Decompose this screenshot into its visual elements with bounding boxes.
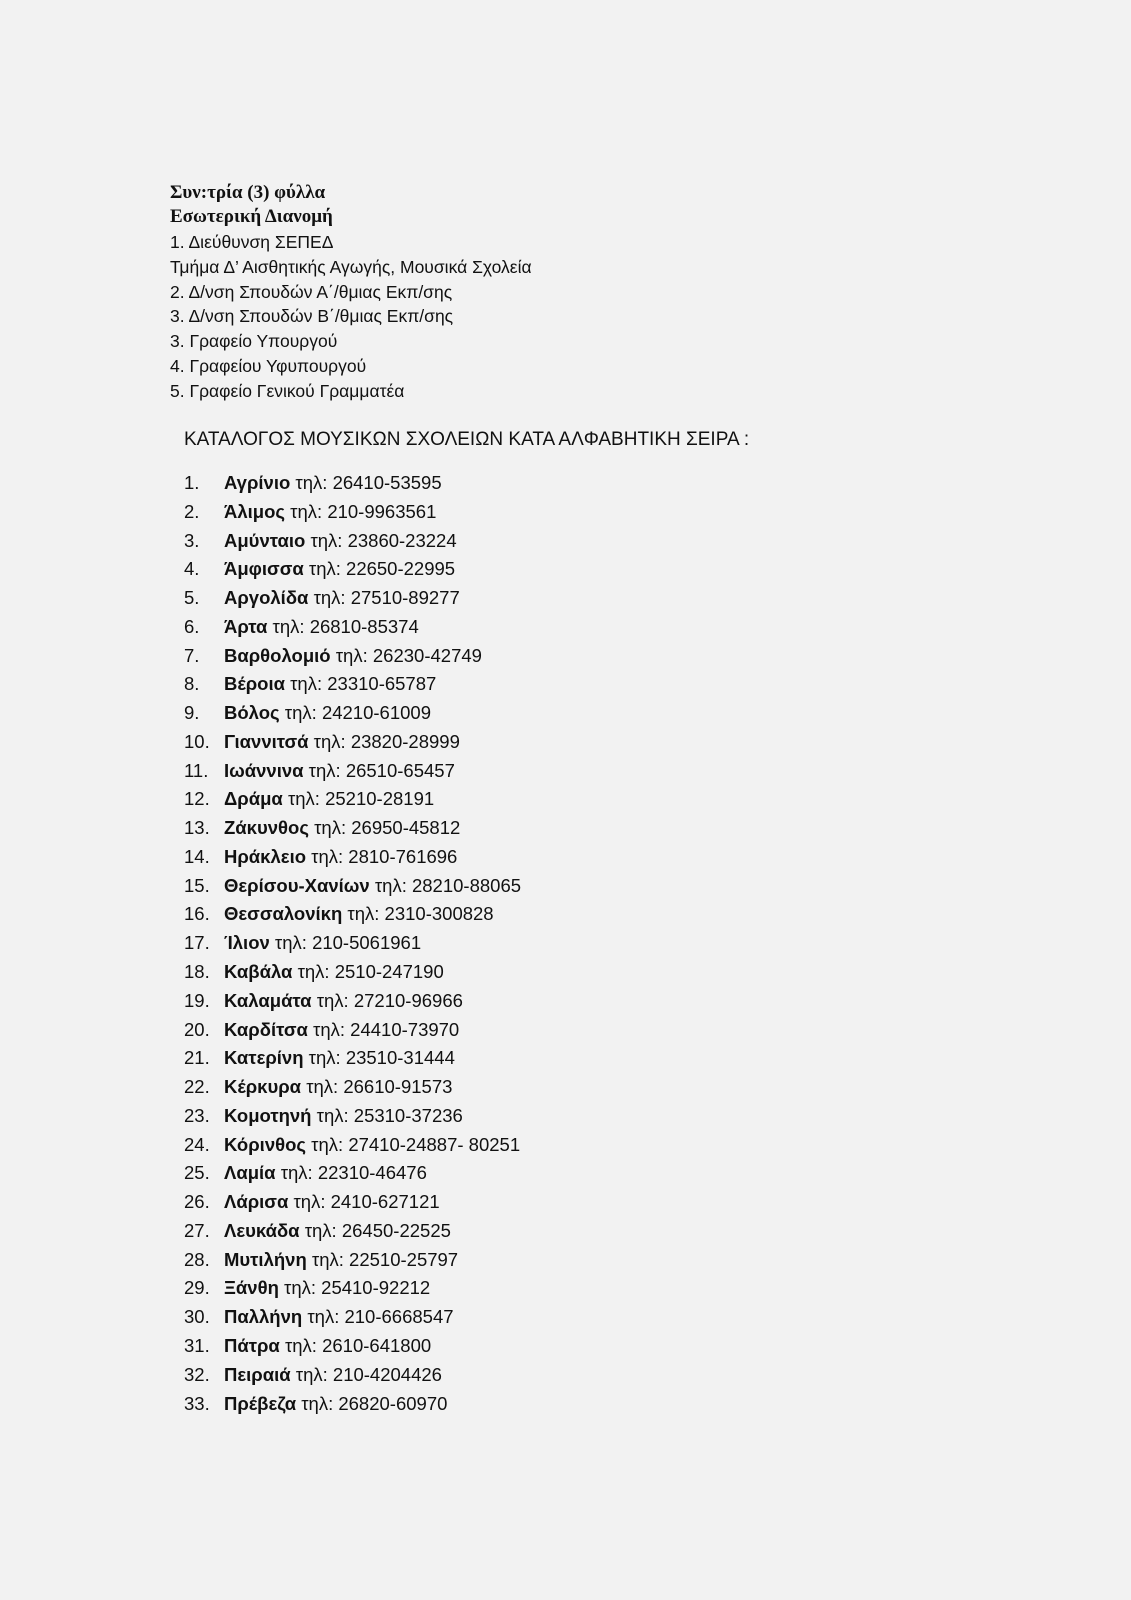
school-name: Δράμα	[224, 788, 283, 810]
distribution-item: 5. Γραφείο Γενικού Γραμματέα	[170, 380, 405, 401]
school-name: Αγρίνιο	[224, 472, 291, 493]
school-name: Πειραιά	[224, 1363, 291, 1385]
phone-number: 24410-73970	[350, 1018, 460, 1040]
distribution-item: 1. Διεύθυνση ΣΕΠΕΔ	[170, 232, 334, 252]
phone-number: 26450-22525	[341, 1219, 451, 1241]
school-name: Άλιμος	[224, 500, 286, 522]
catalog-title: ΚΑΤΑΛΟΓΟΣ ΜΟΥΣΙΚΩΝ ΣΧΟΛΕΙΩΝ ΚΑΤΑ ΑΛΦΑΒΗΤΙΚΗ ΣΕΙΡΑ :	[184, 429, 750, 450]
phone-number: 28210-88065	[411, 874, 522, 896]
tel-label: τηλ:	[313, 730, 346, 752]
item-number: 20.	[184, 1018, 210, 1040]
school-name: Παλλήνη	[224, 1306, 303, 1328]
phone-number: 23310-65787	[327, 673, 437, 695]
tel-label: τηλ:	[374, 874, 407, 896]
tel-label: τηλ:	[301, 1392, 334, 1414]
item-number: 28.	[184, 1248, 210, 1270]
school-name: Ίλιον	[224, 932, 270, 954]
tel-label: τηλ:	[313, 587, 346, 609]
tel-label: τηλ:	[290, 673, 323, 695]
tel-label: τηλ:	[311, 1133, 344, 1155]
school-name: Λευκάδα	[224, 1219, 300, 1241]
tel-label: τηλ:	[306, 1076, 339, 1098]
item-number: 18.	[184, 961, 210, 983]
phone-number: 26950-45812	[351, 817, 461, 839]
phone-number: 22310-46476	[317, 1162, 427, 1184]
phone-number: 26810-85374	[309, 615, 419, 637]
school-name: Ζάκυνθος	[224, 817, 309, 839]
item-number: 19.	[184, 989, 210, 1011]
tel-label: τηλ:	[316, 989, 349, 1011]
distribution-item: 3. Γραφείο Υπουργού	[170, 331, 338, 352]
phone-number: 23510-31444	[345, 1047, 455, 1069]
phone-number: 27510-89277	[350, 587, 460, 609]
tel-label: τηλ:	[287, 788, 320, 810]
item-number: 12.	[184, 788, 210, 810]
school-name: Κομοτηνή	[224, 1104, 312, 1126]
school-name: Κόρινθος	[224, 1133, 307, 1155]
tel-label: τηλ:	[297, 961, 330, 983]
tel-label: τηλ:	[284, 1277, 317, 1299]
item-number: 4.	[184, 558, 200, 580]
phone-number: 210-6668547	[344, 1306, 454, 1328]
school-name: Ιωάννινα	[224, 759, 304, 781]
phone-number: 25410-92212	[321, 1277, 431, 1299]
phone-number: 25310-37236	[353, 1104, 463, 1126]
school-name: Άρτα	[224, 615, 268, 637]
school-name: Βόλος	[224, 702, 280, 724]
school-name: Ξάνθη	[224, 1277, 279, 1299]
distribution-item: 4. Γραφείου Υφυπουργού	[170, 356, 367, 376]
tel-label: τηλ:	[272, 615, 305, 637]
phone-number: 22510-25797	[349, 1248, 459, 1270]
distribution-item: 3. Δ/νση Σπουδών Β΄/θμιας Εκπ/σης	[170, 306, 454, 327]
phone-number: 2610-641800	[322, 1334, 432, 1356]
item-number: 7.	[184, 644, 200, 666]
school-name: Λάρισα	[224, 1191, 289, 1213]
item-number: 31.	[184, 1334, 210, 1356]
tel-label: τηλ:	[280, 1162, 313, 1184]
tel-label: τηλ:	[307, 1306, 340, 1328]
item-number: 2.	[184, 500, 200, 522]
tel-label: τηλ:	[316, 1104, 349, 1126]
tel-label: τηλ:	[290, 500, 323, 522]
sheets-note: Συν:τρία (3) φύλλα	[170, 182, 326, 203]
item-number: 13.	[184, 817, 210, 839]
tel-label: τηλ:	[308, 558, 341, 580]
item-number: 11.	[184, 759, 209, 781]
tel-label: τηλ:	[295, 472, 328, 493]
item-number: 9.	[184, 702, 200, 724]
phone-number: 22650-22995	[346, 558, 456, 580]
tel-label: τηλ:	[310, 529, 343, 551]
item-number: 27.	[184, 1219, 210, 1241]
school-name: Βέροια	[224, 673, 285, 695]
school-name: Καβάλα	[224, 961, 293, 983]
item-number: 3.	[184, 529, 200, 551]
item-number: 15.	[184, 874, 210, 896]
phone-number: 26230-42749	[372, 644, 482, 666]
item-number: 6.	[184, 615, 200, 637]
item-number: 30.	[184, 1306, 210, 1328]
tel-label: τηλ:	[284, 1334, 317, 1356]
item-number: 1.	[184, 472, 200, 493]
distribution-item: 2. Δ/νση Σπουδών Α΄/θμιας Εκπ/σης	[170, 281, 453, 302]
tel-label: τηλ:	[314, 817, 347, 839]
item-number: 23.	[184, 1104, 210, 1126]
item-number: 21.	[184, 1047, 210, 1069]
tel-label: τηλ:	[308, 759, 341, 781]
phone-number: 27210-96966	[353, 989, 463, 1011]
item-number: 10.	[184, 730, 210, 752]
phone-number: 26510-65457	[345, 759, 455, 781]
school-name: Πάτρα	[224, 1334, 280, 1356]
school-name: Βαρθολομιό	[224, 644, 331, 666]
school-name: Κέρκυρα	[224, 1076, 302, 1098]
school-name: Αργολίδα	[224, 587, 309, 609]
item-number: 5.	[184, 587, 200, 609]
item-number: 22.	[184, 1076, 210, 1098]
item-number: 29.	[184, 1277, 210, 1299]
tel-label: τηλ:	[335, 644, 368, 666]
school-name: Κατερίνη	[224, 1047, 304, 1069]
tel-label: τηλ:	[347, 903, 380, 925]
phone-number: 2310-300828	[384, 903, 494, 925]
school-name: Πρέβεζα	[224, 1392, 297, 1414]
phone-number: 26410-53595	[332, 472, 442, 493]
school-name: Καρδίτσα	[224, 1018, 308, 1040]
phone-number: 2810-761696	[348, 845, 458, 867]
tel-label: τηλ:	[293, 1191, 326, 1213]
phone-number: 24210-61009	[321, 702, 431, 724]
school-name: Θεσσαλονίκη	[224, 903, 343, 925]
school-name: Καλαμάτα	[224, 989, 312, 1011]
distribution-item: Τμήμα Δ’ Αισθητικής Αγωγής, Μουσικά Σχολεία	[170, 256, 532, 277]
item-number: 8.	[184, 673, 200, 695]
tel-label: τηλ:	[311, 1248, 344, 1270]
phone-number: 2510-247190	[334, 961, 444, 983]
tel-label: τηλ:	[284, 702, 317, 724]
tel-label: τηλ:	[274, 932, 307, 954]
school-name: Αμύνταιο	[224, 529, 306, 551]
item-number: 16.	[184, 903, 210, 925]
item-number: 24.	[184, 1133, 210, 1155]
phone-number: 23820-28999	[350, 730, 460, 752]
phone-number: 210-4204426	[332, 1363, 442, 1385]
tel-label: τηλ:	[313, 1018, 346, 1040]
school-name: Λαμία	[224, 1162, 276, 1184]
school-name: Άμφισσα	[224, 558, 304, 580]
phone-number: 26820-60970	[338, 1392, 448, 1414]
school-name: Γιαννιτσά	[224, 730, 309, 752]
tel-label: τηλ:	[308, 1047, 341, 1069]
tel-label: τηλ:	[295, 1363, 328, 1385]
tel-label: τηλ:	[311, 845, 344, 867]
phone-number: 27410-24887- 80251	[348, 1133, 521, 1155]
school-name: Ηράκλειο	[224, 845, 307, 867]
item-number: 17.	[184, 932, 210, 954]
phone-number: 23860-23224	[347, 529, 457, 551]
school-name: Μυτιλήνη	[224, 1248, 307, 1270]
item-number: 33.	[184, 1392, 210, 1414]
tel-label: τηλ:	[304, 1219, 337, 1241]
phone-number: 210-9963561	[327, 500, 437, 522]
item-number: 26.	[184, 1191, 210, 1213]
phone-number: 2410-627121	[330, 1191, 440, 1213]
phone-number: 25210-28191	[325, 788, 435, 810]
item-number: 25.	[184, 1162, 210, 1184]
item-number: 32.	[184, 1363, 210, 1385]
distribution-heading: Εσωτερική Διανομή	[170, 206, 333, 227]
item-number: 14.	[184, 845, 210, 867]
phone-number: 210-5061961	[312, 932, 422, 954]
phone-number: 26610-91573	[343, 1076, 453, 1098]
school-name: Θερίσου-Χανίων	[224, 874, 370, 896]
